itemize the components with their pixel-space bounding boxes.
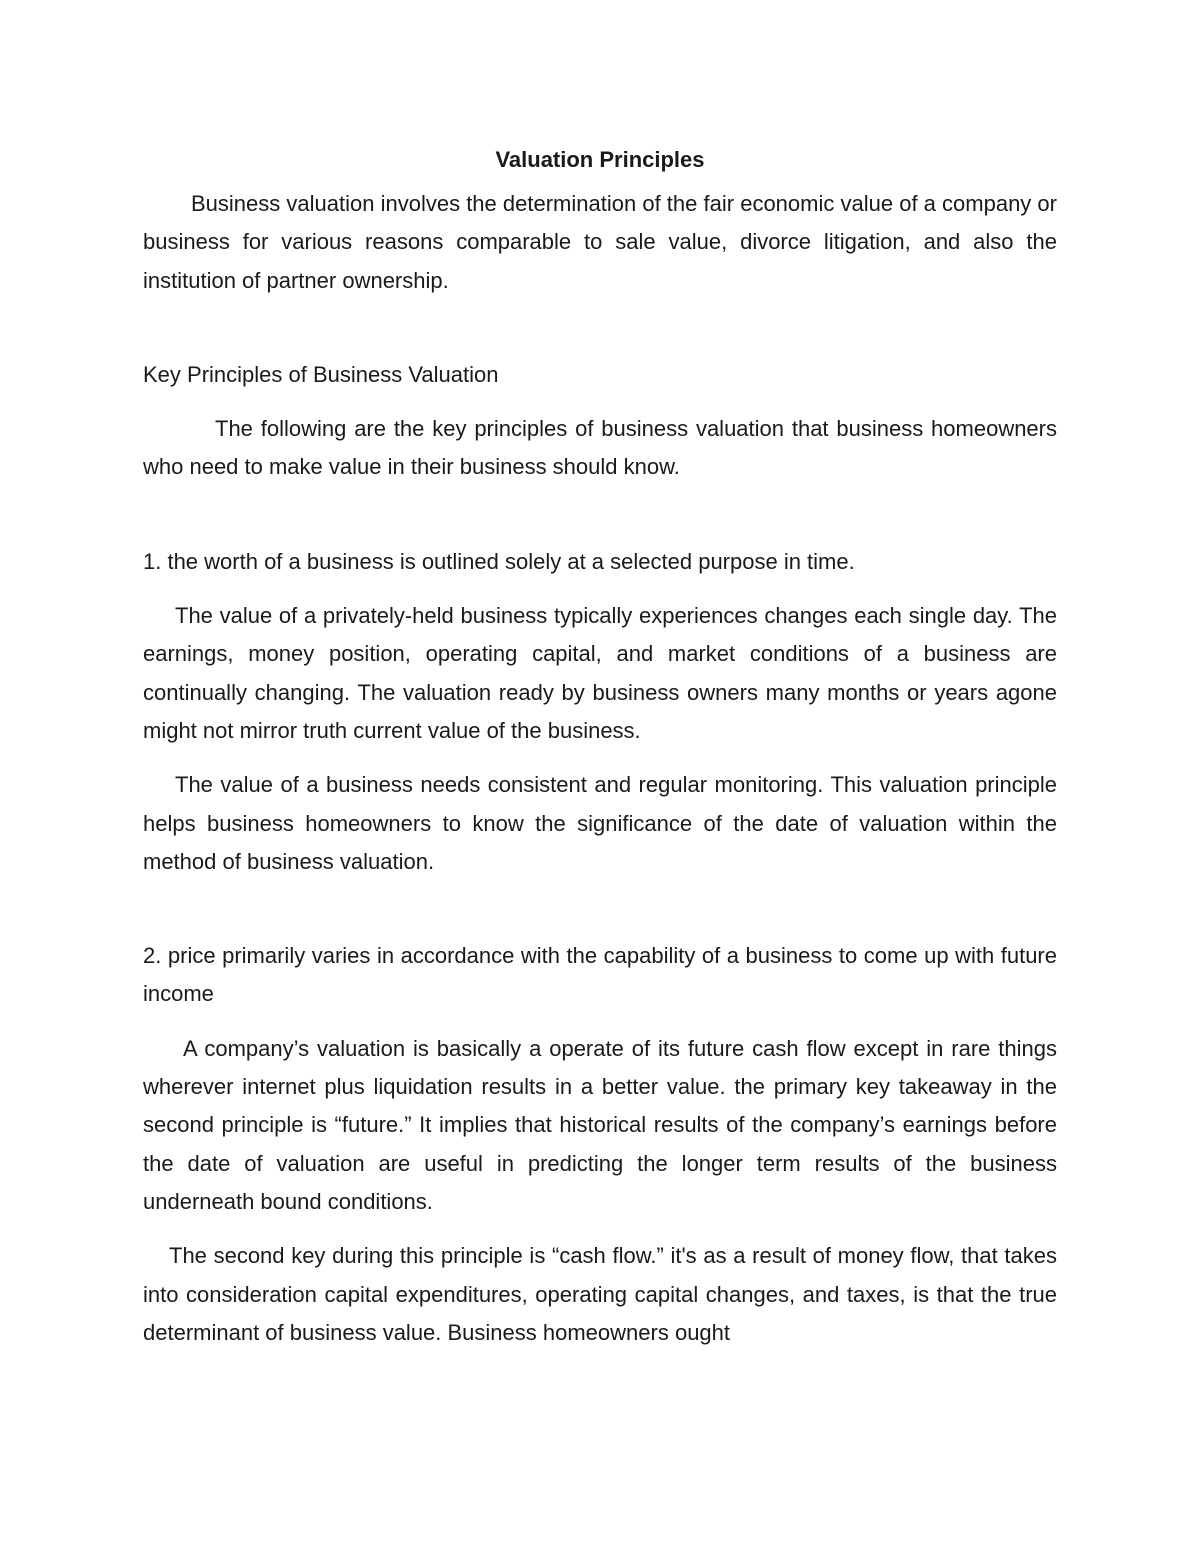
principle-2-heading: 2. price primarily varies in accordance with the capability of a business to come up with future income bbox=[143, 943, 1057, 1007]
section-heading: Key Principles of Business Valuation bbox=[143, 361, 499, 387]
document-page bbox=[143, 140, 1057, 1352]
document-title: Valuation Principles bbox=[495, 147, 705, 172]
principle-2-paragraph-1: A company’s valuation is basically a operate of its future cash flow except in rare things wherever internet plus liquidation results in a better value. the primary key takeaway in the second principle is “future.” It implies that historical results of the company’s earnings before the date of valuation are useful in predicting the longer term results of the business underneath bound conditions. bbox=[143, 1035, 1057, 1214]
principle-2-paragraph-2: The second key during this principle is “cash flow.” it's as a result of money flow, that takes into consideration capital expenditures, operating capital changes, and taxes, is that the true determinant of business value. Business homeowners ought bbox=[143, 1243, 1057, 1345]
intro-paragraph: Business valuation involves the determination of the fair economic value of a company or business for various reasons comparable to sale value, divorce litigation, and also the institution of partner ownership. bbox=[143, 191, 1057, 293]
section-intro-paragraph: The following are the key principles of business valuation that business homeowners who need to make value in their business should know. bbox=[143, 416, 1057, 480]
principle-1-heading: 1. the worth of a business is outlined solely at a selected purpose in time. bbox=[143, 548, 855, 574]
principle-1-paragraph-2: The value of a business needs consistent and regular monitoring. This valuation principle helps business homeowners to know the significance of the date of valuation within the method of business valuation. bbox=[143, 772, 1057, 874]
principle-1-paragraph-1: The value of a privately-held business typically experiences changes each single day. The earnings, money position, operating capital, and market conditions of a business are continually changing. The valuation ready by business owners many months or years agone might not mirror truth current value of the business. bbox=[143, 603, 1057, 743]
